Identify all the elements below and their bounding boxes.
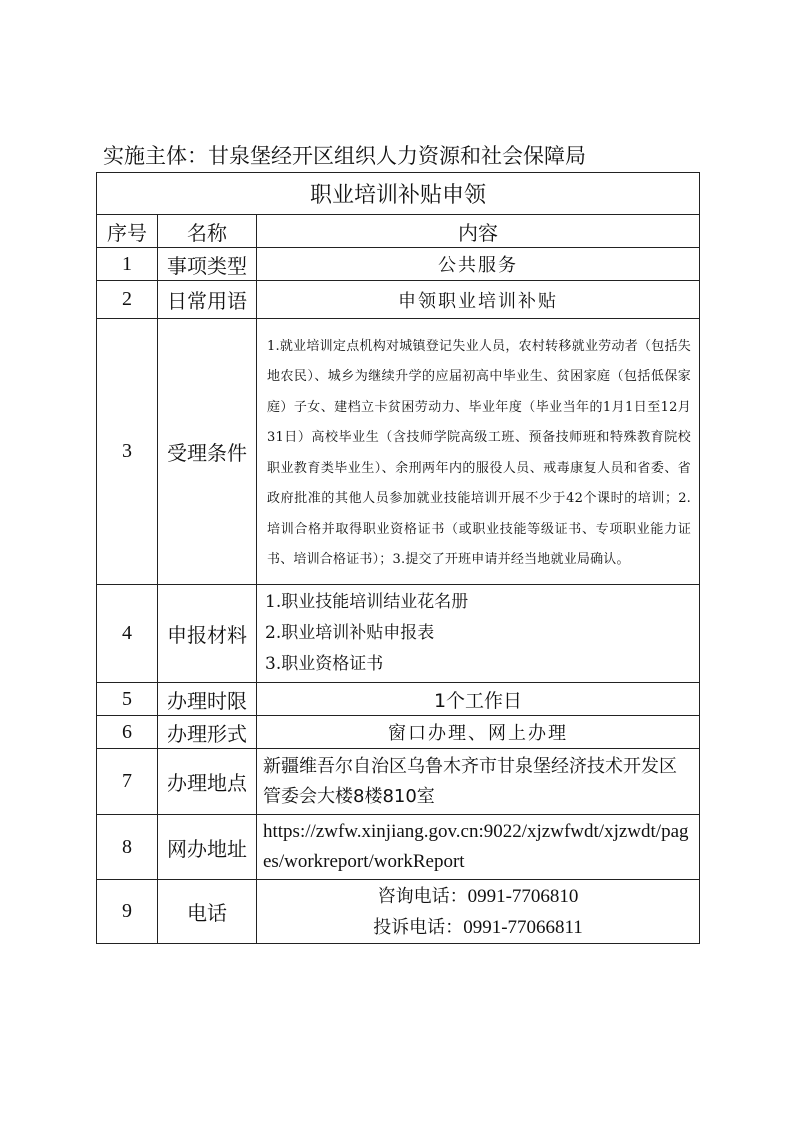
material-item: 1.职业技能培训结业花名册: [265, 592, 469, 612]
row-name: 办理时限: [158, 683, 257, 716]
row-number: 9: [97, 880, 158, 944]
complaint-phone-number: 0991-77066811: [463, 916, 583, 938]
row-content: [257, 815, 700, 880]
material-item: 2.职业培训补贴申报表: [265, 623, 435, 643]
office-address: 新疆维吾尔自治区乌鲁木齐市甘泉堡经济技术开发区管委会大楼8楼810室: [263, 755, 677, 807]
acceptance-conditions-text: 1.就业培训定点机构对城镇登记失业人员，农村转移就业劳动者（包括失地农民）、城乡为继续升学的应届初高中毕业生、贫困家庭（包括低保家庭）子女、建档立卡贫困劳动力、毕业年度（毕业当年的1月1日至12月31日）高校毕业生（含技师学院高级工班、预备技师班和特殊教育院校职业教育类毕业生）、余刑两年内的服役人员、戒毒康复人员和省委、省政府批准的其他人员参加就业技能培训开展不少于42个课时的培训；2.培训合格并取得职业资格证书（或职业技能等级证书、专项职业能力证书、培训合格证书）；3.提交了开班申请并经当地就业局确认。: [267, 338, 692, 567]
consult-phone-label: 咨询电话：: [377, 885, 468, 907]
column-header-no: 序号: [97, 215, 158, 248]
row-content: [257, 319, 700, 585]
row-content: 1个工作日: [257, 683, 700, 716]
row-name: 电话: [158, 880, 257, 944]
table-row: [97, 248, 700, 281]
row-content: 公共服务: [257, 248, 700, 281]
table-row: [97, 585, 700, 683]
implementing-body-header: 实施主体：甘泉堡经开区组织人力资源和社会保障局: [103, 144, 586, 168]
row-number: 6: [97, 716, 158, 749]
table-row: [97, 815, 700, 880]
column-header-name: 名称: [158, 215, 257, 248]
service-info-table: [96, 172, 700, 944]
row-name: 申报材料: [158, 585, 257, 683]
consult-phone-number: 0991-7706810: [467, 885, 579, 907]
row-number: 7: [97, 749, 158, 815]
table-header-row: [97, 215, 700, 248]
column-header-content: 内容: [257, 215, 700, 248]
row-name: 事项类型: [158, 248, 257, 281]
table-row: [97, 281, 700, 319]
row-content: [257, 749, 700, 815]
table-row: [97, 749, 700, 815]
row-name: 办理地点: [158, 749, 257, 815]
table-row: [97, 880, 700, 944]
row-content: 窗口办理、网上办理: [257, 716, 700, 749]
consult-phone-line: [257, 881, 699, 912]
row-name: 网办地址: [158, 815, 257, 880]
row-name: 受理条件: [158, 319, 257, 585]
complaint-phone-line: [257, 912, 699, 943]
row-content: [257, 880, 700, 944]
table-row: [97, 716, 700, 749]
row-number: 8: [97, 815, 158, 880]
online-service-link[interactable]: https://zwfw.xinjiang.gov.cn:9022/xjzwfwdt/xjzwdt/pages/workreport/workReport: [263, 821, 689, 872]
complaint-phone-label: 投诉电话：: [373, 916, 464, 938]
row-number: 2: [97, 281, 158, 319]
row-content: [257, 585, 700, 683]
table-row: [97, 683, 700, 716]
row-name: 日常用语: [158, 281, 257, 319]
material-item: 3.职业资格证书: [265, 654, 384, 674]
row-number: 5: [97, 683, 158, 716]
table-row: [97, 319, 700, 585]
row-number: 4: [97, 585, 158, 683]
row-number: 1: [97, 248, 158, 281]
row-name: 办理形式: [158, 716, 257, 749]
table-title-row: [97, 173, 700, 215]
row-number: 3: [97, 319, 158, 585]
table-title: 职业培训补贴申领: [97, 173, 700, 215]
row-content: 申领职业培训补贴: [257, 281, 700, 319]
